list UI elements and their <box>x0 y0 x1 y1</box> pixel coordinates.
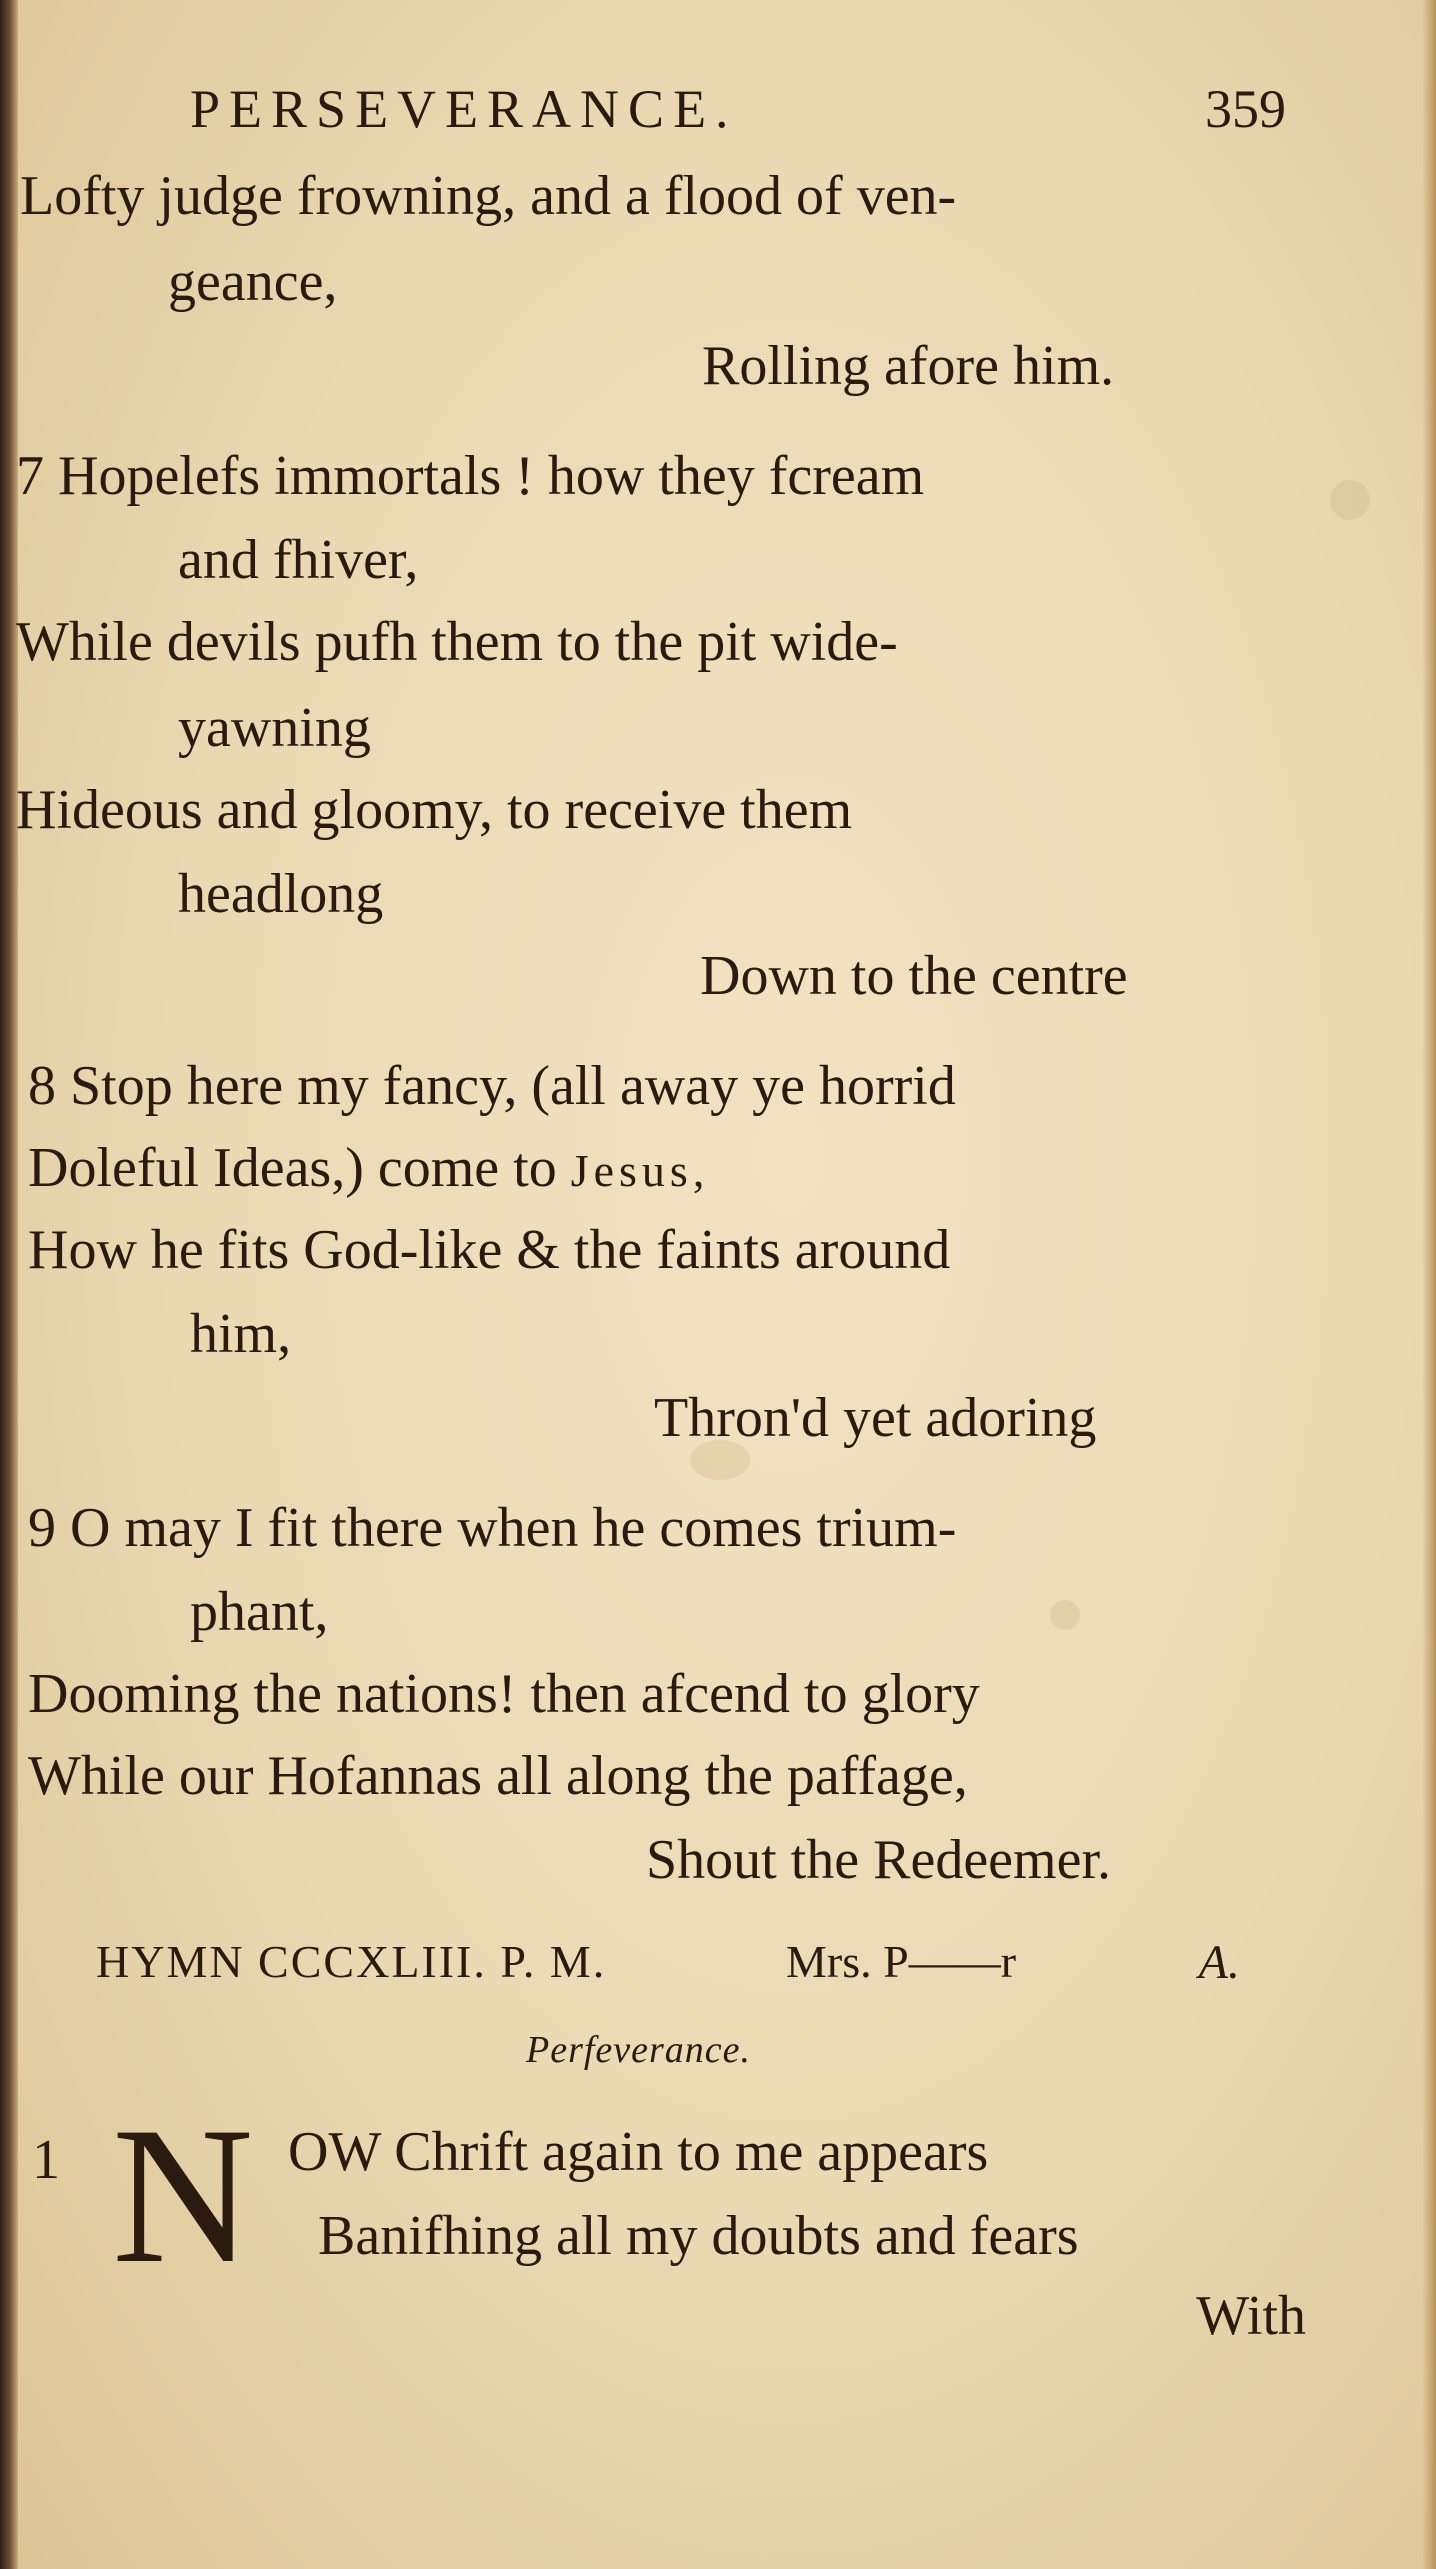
verse-line: 8 Stop here my fancy, (all away ye horrid <box>28 1055 956 1117</box>
verse-line: OW Chrift again to me appears <box>288 2121 989 2183</box>
verse-line: 7 Hopelefs immortals ! how they fcream <box>16 445 925 507</box>
name-jesus: Jesus, <box>570 1145 710 1196</box>
hymn-heading: HYMN CCCXLIII. P. M. <box>96 1936 607 1987</box>
verse-line: him, <box>190 1303 292 1365</box>
verse-line: yawning <box>178 697 371 759</box>
verse-line: Thron'd yet adoring <box>654 1387 1097 1449</box>
verse-line: 9 O may I fit there when he comes trium- <box>28 1497 957 1559</box>
hymn-subtitle: Perfeverance. <box>526 2029 752 2071</box>
verse-line: Shout the Redeemer. <box>646 1829 1112 1891</box>
verse-line: Down to the centre <box>700 945 1128 1007</box>
verse-line: geance, <box>168 251 338 313</box>
page-edge <box>1422 0 1436 2569</box>
page-gutter <box>0 0 18 2569</box>
verse-line: Lofty judge frowning, and a flood of ven- <box>20 165 957 227</box>
verse-line: How he fits God-like & the faints around <box>28 1219 951 1281</box>
running-title: PERSEVERANCE. <box>190 79 738 139</box>
verse-line: headlong <box>178 863 384 925</box>
hymn-author: Mrs. P——r <box>786 1936 1017 1987</box>
foxing-spot <box>1050 1600 1080 1630</box>
drop-cap: N <box>112 2087 254 2304</box>
verse-text: Doleful Ideas,) come to <box>28 1137 571 1199</box>
catchword: With <box>1196 2285 1306 2347</box>
foxing-spot <box>1330 480 1370 520</box>
verse-line: Banifhing all my doubts and fears <box>318 2205 1079 2267</box>
verse-line: Rolling afore him. <box>702 335 1115 397</box>
verse-line: Dooming the nations! then afcend to glory <box>28 1663 980 1725</box>
verse-line: While devils pufh them to the pit wide- <box>16 611 898 673</box>
hymn-key: A. <box>1198 1936 1240 1989</box>
verse-line: and fhiver, <box>178 529 419 591</box>
verse-number: 1 <box>32 2129 60 2191</box>
page-number: 359 <box>1205 79 1286 139</box>
verse-line <box>28 1137 710 1199</box>
verse-line: While our Hofannas all along the paffage, <box>28 1745 968 1807</box>
verse-line: phant, <box>190 1581 329 1643</box>
verse-line: Hideous and gloomy, to receive them <box>16 779 853 841</box>
